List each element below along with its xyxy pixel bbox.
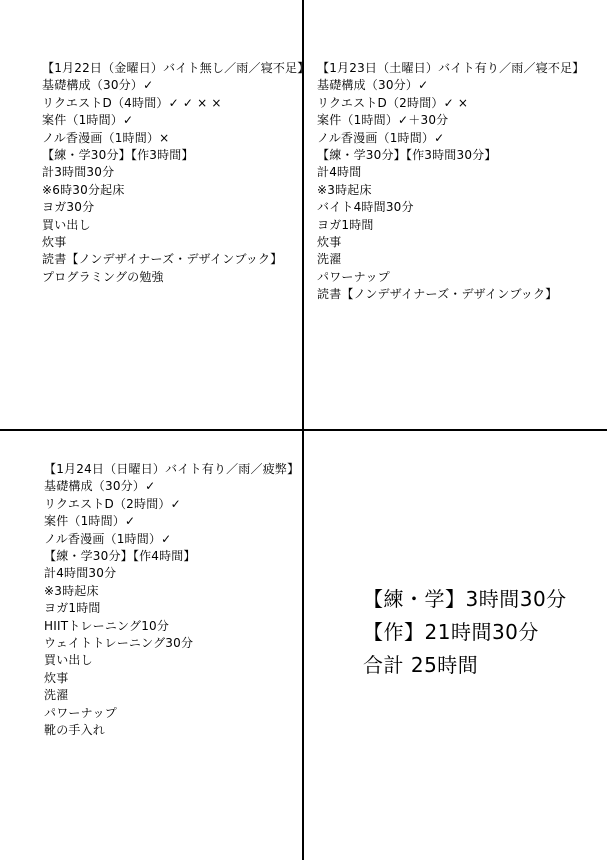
log-line: ノル香漫画（1時間）× [42,130,170,145]
log-line: 炊事 [317,235,342,250]
log-line: 買い出し [42,217,91,232]
log-line: パワーナップ [317,269,390,284]
log-line: 読書【ノンデザイナーズ・デザインブック】 [317,287,558,302]
log-line: 案件（1時間）✓＋30分 [317,113,449,128]
log-line: ヨガ30分 [42,200,95,215]
log-line: ※3時起床 [317,182,372,197]
horizontal-divider [0,429,607,431]
log-line: 計4時間 [317,165,362,180]
log-line: 買い出し [44,653,93,668]
log-line: 計3時間30分 [42,165,115,180]
log-line: 基礎構成（30分）✓ [317,78,429,93]
log-line: 案件（1時間）✓ [42,113,134,128]
log-entry-list [317,77,585,303]
log-line: バイト4時間30分 [317,200,414,215]
log-entry-header: 【1月24日（日曜日）バイト有り／雨／疲弊】 [44,462,300,476]
summary-line: 【練・学】3時間30分 [363,587,567,611]
log-line: 洗濯 [317,252,342,267]
log-line: ノル香漫画（1時間）✓ [317,130,445,145]
log-line: ノル香漫画（1時間）✓ [44,531,172,546]
log-line: ※6時30分起床 [42,182,125,197]
log-line: 【練・学30分】【作3時間】 [42,148,194,163]
log-entry-jan22 [42,60,310,286]
log-entry-list [44,478,299,739]
log-line: 基礎構成（30分）✓ [42,78,154,93]
log-line: HIITトレーニング10分 [44,618,170,633]
log-line: 基礎構成（30分）✓ [44,479,156,494]
log-entry-jan23 [317,60,585,304]
log-line: 【練・学30分】【作4時間】 [44,549,196,564]
log-line: 【練・学30分】【作3時間30分】 [317,148,497,163]
log-line: プログラミングの勉強 [42,269,164,284]
summary-line: 合計 25時間 [363,653,479,677]
log-line: ヨガ1時間 [317,217,374,232]
log-line: ※3時起床 [44,583,99,598]
log-line: ウェイトトレーニング30分 [44,636,194,651]
summary-line: 【作】21時間30分 [363,620,539,644]
log-line: 計4時間30分 [44,566,117,581]
log-line: 洗濯 [44,688,69,703]
log-line: リクエストD（4時間）✓ ✓ × × [42,95,222,110]
log-line: リクエストD（2時間）✓ [44,496,181,511]
log-line: パワーナップ [44,705,117,720]
log-entry-jan24 [44,461,299,740]
log-line: 炊事 [44,670,69,685]
log-entry-list [42,77,310,286]
totals-summary [363,583,567,682]
log-entry-header: 【1月23日（土曜日）バイト有り／雨／寝不足】 [317,61,585,75]
log-line: 案件（1時間）✓ [44,514,136,529]
log-line: ヨガ1時間 [44,601,101,616]
log-line: 炊事 [42,235,67,250]
log-line: リクエストD（2時間）✓ × [317,95,469,110]
log-line: 靴の手入れ [44,723,106,738]
log-line: 読書【ノンデザイナーズ・デザインブック】 [42,252,283,267]
log-entry-header: 【1月22日（金曜日）バイト無し／雨／寝不足】 [42,61,310,75]
